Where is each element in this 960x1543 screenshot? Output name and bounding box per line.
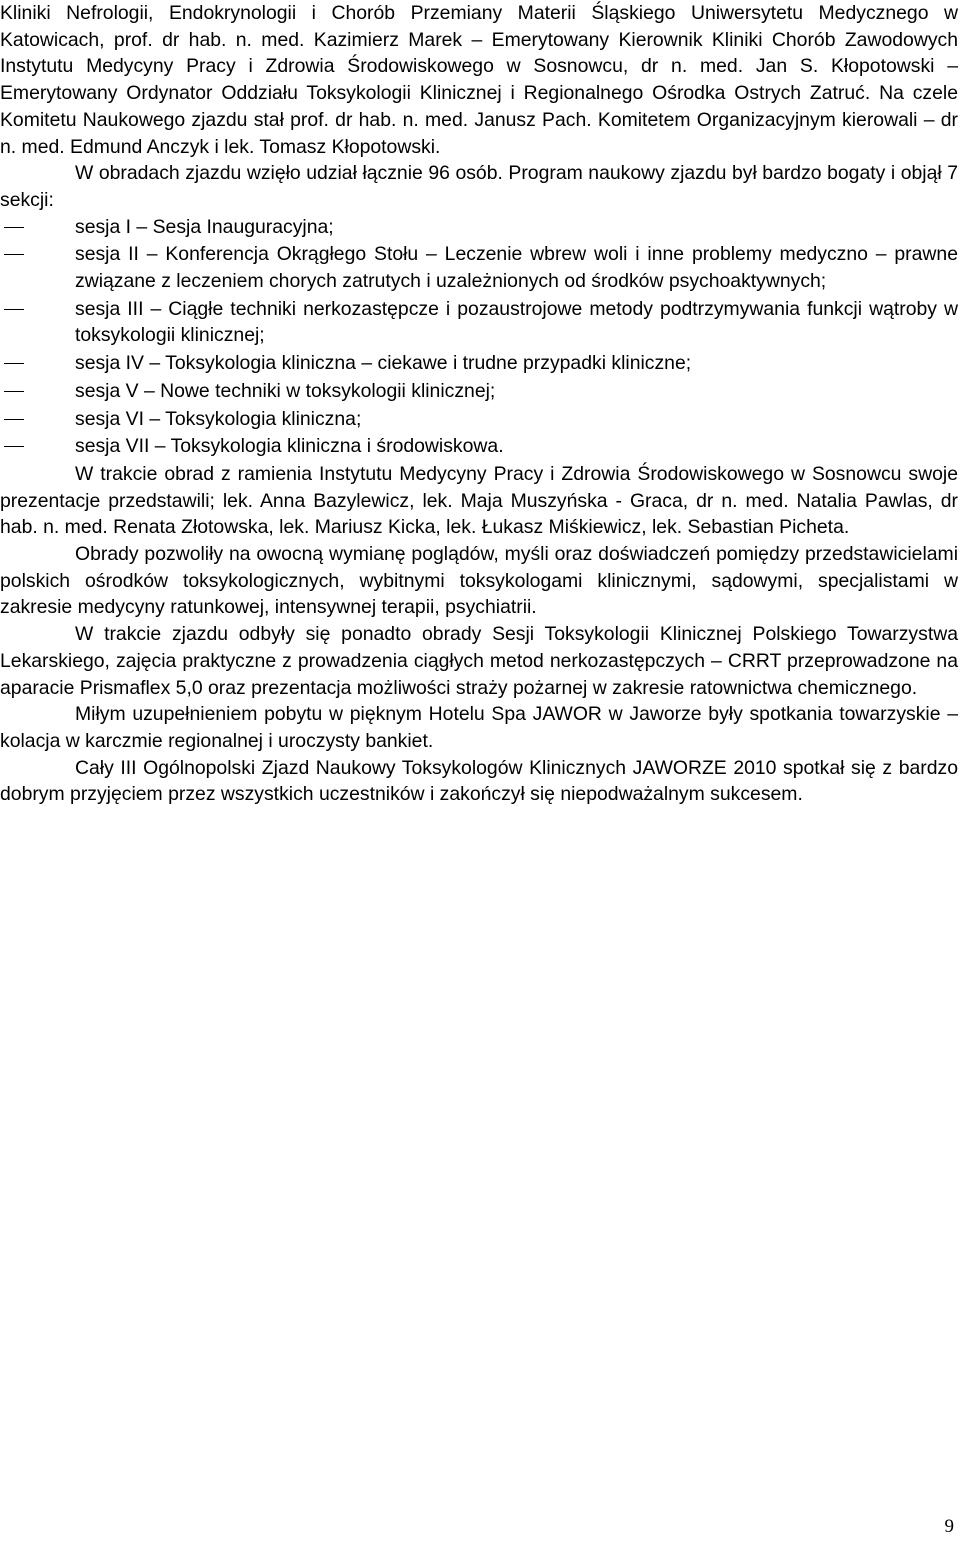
- dash-bullet-icon: [4, 227, 24, 228]
- page-number: 9: [944, 1516, 954, 1537]
- exchange-paragraph: Obrady pozwoliły na owocną wymianę poglądów, myśli oraz doświadczeń pomiędzy przedstawicielami polskich ośrodków toksykologicznych, wybitnymi toksykologami klinicznymi, sądowymi, specjalistami w zakresie medycyny ratunkowej, intensywnej terapii, psychiatrii.: [0, 543, 958, 619]
- session-text: sesja IV – Toksykologia kliniczna – ciekawe i trudne przypadki kliniczne;: [75, 352, 692, 375]
- session-text: sesja VII – Toksykologia kliniczna i środowiskowa.: [75, 435, 504, 458]
- list-item: [0, 214, 958, 241]
- sessions-list: [0, 214, 958, 460]
- list-item: [0, 241, 958, 294]
- program-paragraph: W obradach zjazdu wzięło udział łącznie 96 osób. Program naukowy zjazdu był bardzo bogaty i objął 7 sekcji:: [0, 162, 958, 211]
- list-item: [0, 296, 958, 349]
- dash-bullet-icon: [4, 254, 24, 255]
- session-text: sesja III – Ciągłe techniki nerkozastępcze i pozaustrojowe metody podtrzymywania funkcji wątroby w toksykologii klinicznej;: [75, 297, 958, 347]
- session-text: sesja VI – Toksykologia kliniczna;: [75, 407, 362, 430]
- session-text: sesja V – Nowe techniki w toksykologii klinicznej;: [75, 379, 496, 402]
- session-text: sesja II – Konferencja Okrągłego Stołu – Leczenie wbrew woli i inne problemy medyczno – prawne związane z leczeniem chorych zatrutych i uzależnionych od środków psychoaktywnych;: [75, 243, 958, 293]
- presentations-paragraph: W trakcie obrad z ramienia Instytutu Medycyny Pracy i Zdrowia Środowiskowego w Sosnowcu swoje prezentacje przedstawili; lek. Anna Bazylewicz, lek. Maja Muszyńska - Graca, dr n. med. Natalia Pawlas, dr hab. n. med. Renata Złotowska, lek. Mariusz Kicka, lek. Łukasz Miśkiewicz, lek. Sebastian Picheta.: [0, 462, 958, 539]
- list-item: [0, 406, 958, 433]
- dash-bullet-icon: [4, 446, 24, 447]
- society-paragraph: W trakcie zjazdu odbyły się ponadto obrady Sesji Toksykologii Klinicznej Polskiego Towarzystwa Lekarskiego, zajęcia praktyczne z prowadzenia ciągłych metod nerkozastępczych – CRRT przeprowadzone na aparacie Prismaflex 5,0 oraz prezentacja możliwości straży pożarnej w zakresie ratownictwa chemicznego.: [0, 623, 958, 699]
- list-item: [0, 350, 958, 377]
- dash-bullet-icon: [4, 419, 24, 420]
- list-item: [0, 433, 958, 460]
- dash-bullet-icon: [4, 363, 24, 364]
- closing-paragraph: Cały III Ogólnopolski Zjazd Naukowy Toksykologów Klinicznych JAWORZE 2010 spotkał się z bardzo dobrym przyjęciem przez wszystkich uczestników i zakończył się niepodważalnym sukcesem.: [0, 756, 958, 806]
- dash-bullet-icon: [4, 391, 24, 392]
- dash-bullet-icon: [4, 309, 24, 310]
- list-item: [0, 378, 958, 405]
- session-text: sesja I – Sesja Inauguracyjna;: [75, 215, 334, 238]
- intro-paragraph: Kliniki Nefrologii, Endokrynologii i Chorób Przemiany Materii Śląskiego Uniwersytetu Medycznego w Katowicach, prof. dr hab. n. med. Kazimierz Marek – Emerytowany Kierownik Kliniki Chorób Zawodowych Instytutu Medycyny Pracy i Zdrowia Środowiskowego w Sosnowcu, dr n. med. Jan S. Kłopotowski – Emerytowany Ordynator Oddziału Toksykologii Klinicznej i Regionalnego Ośrodka Ostrych Zatruć. Na czele Komitetu Naukowego zjazdu stał prof. dr hab. n. med. Janusz Pach. Komitetem Organizacyjnym kierowali – dr n. med. Edmund Anczyk i lek. Tomasz Kłopotowski.: [0, 2, 958, 158]
- social-paragraph: Miłym uzupełnieniem pobytu w pięknym Hotelu Spa JAWOR w Jaworze były spotkania towarzyskie – kolacja w karczmie regionalnej i uroczysty bankiet.: [0, 703, 958, 752]
